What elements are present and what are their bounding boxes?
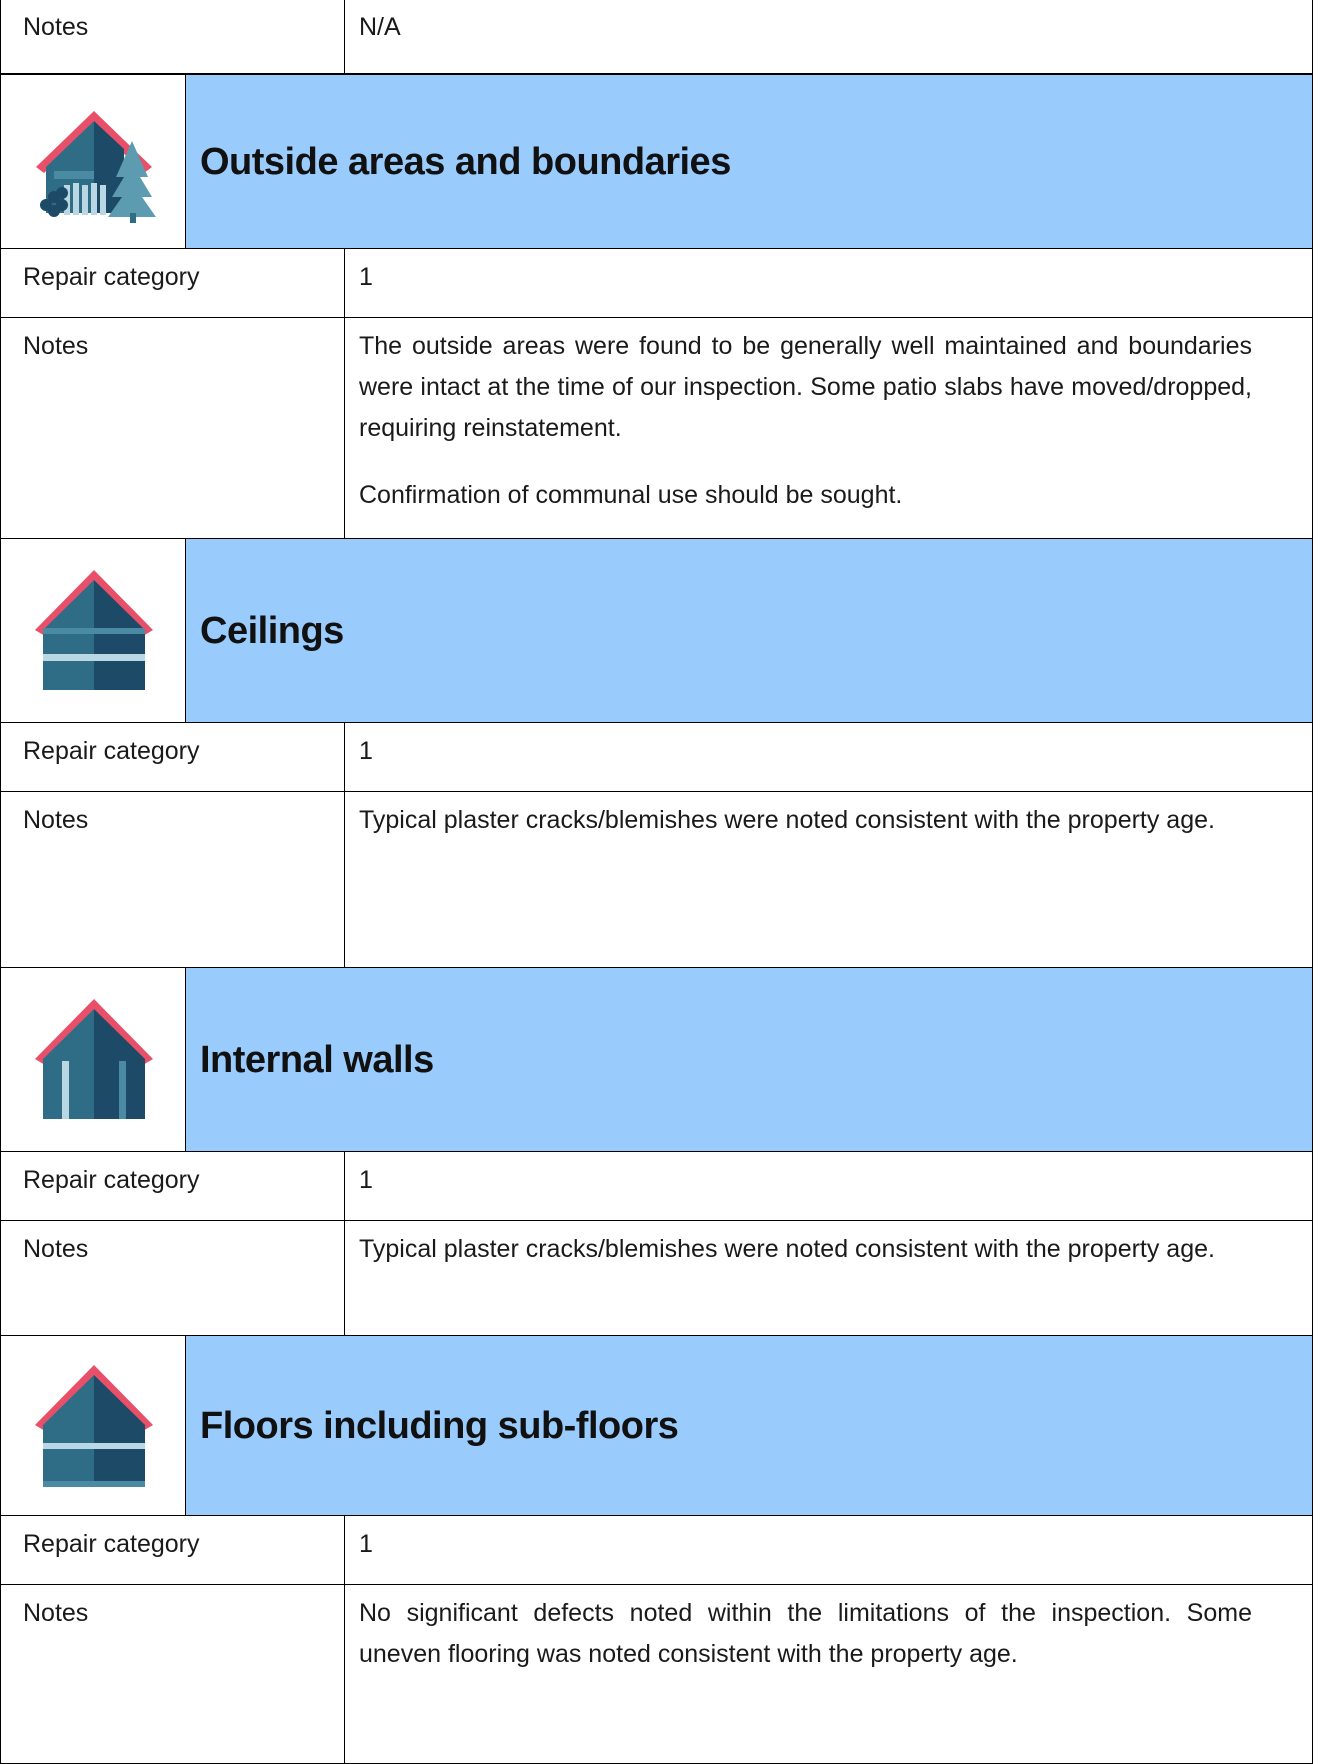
- repair-category-label: Repair category: [0, 248, 346, 319]
- repair-category-label: Repair category: [0, 1151, 346, 1222]
- notes-row-internal-walls: [0, 1220, 1321, 1337]
- section-icon-cell: [0, 74, 187, 250]
- repair-category-value: 1: [344, 1151, 1313, 1222]
- house-garden-icon: [24, 97, 164, 227]
- repair-category-value: 1: [344, 248, 1313, 319]
- notes-paragraph: Confirmation of communal use should be sought.: [359, 481, 903, 509]
- repair-row-ceilings: [0, 722, 1321, 793]
- notes-label: Notes: [0, 317, 346, 540]
- notes-paragraph: Typical plaster cracks/blemishes were noted consistent with the property age.: [359, 1235, 1215, 1263]
- notes-value: [344, 1220, 1313, 1337]
- repair-category-label: Repair category: [0, 722, 346, 793]
- notes-value: [344, 0, 1313, 74]
- repair-row-internal-walls: [0, 1151, 1321, 1222]
- repair-category-label: Repair category: [0, 1515, 346, 1586]
- notes-label: Notes: [0, 791, 346, 969]
- notes-paragraph: No significant defects noted within the limitations of the inspection. Some uneven flooring was noted consistent with the property age.: [359, 1599, 1252, 1668]
- repair-category-value: 1: [344, 1515, 1313, 1586]
- section-title-cell: [185, 538, 1313, 724]
- section-icon-cell: [0, 967, 187, 1153]
- notes-value: [344, 1584, 1313, 1764]
- notes-label: Notes: [0, 0, 346, 74]
- notes-row-floors: [0, 1584, 1321, 1764]
- notes-value: [344, 791, 1313, 969]
- notes-label: Notes: [0, 1584, 346, 1764]
- section-icon-cell: [0, 1335, 187, 1517]
- section-header-floors: [0, 1335, 1321, 1517]
- section-title-cell: [185, 1335, 1313, 1517]
- house-walls-icon: [29, 995, 159, 1125]
- section-title-cell: [185, 967, 1313, 1153]
- house-ceiling-icon: [29, 566, 159, 696]
- notes-label: Notes: [0, 1220, 346, 1337]
- section-title: Ceilings: [200, 609, 344, 652]
- notes-row-ceilings: [0, 791, 1321, 969]
- repair-row-outside: [0, 248, 1321, 319]
- section-icon-cell: [0, 538, 187, 724]
- section-header-ceilings: [0, 538, 1321, 724]
- section-title-cell: [185, 74, 1313, 250]
- house-floors-icon: [29, 1361, 159, 1491]
- notes-row-top: [0, 0, 1321, 74]
- section-header-outside: [0, 74, 1321, 250]
- repair-row-floors: [0, 1515, 1321, 1586]
- section-title: Outside areas and boundaries: [200, 140, 731, 183]
- notes-text: N/A: [359, 13, 401, 41]
- section-title: Floors including sub-floors: [200, 1404, 679, 1447]
- notes-value: [344, 317, 1313, 540]
- notes-paragraph: Typical plaster cracks/blemishes were noted consistent with the property age.: [359, 806, 1215, 834]
- repair-category-value: 1: [344, 722, 1313, 793]
- section-header-internal-walls: [0, 967, 1321, 1153]
- section-title: Internal walls: [200, 1038, 434, 1081]
- notes-paragraph: The outside areas were found to be generally well maintained and boundaries were intact at the time of our inspection. Some patio slabs have moved/dropped, requiring reinstatement.: [359, 332, 1252, 442]
- notes-row-outside: [0, 317, 1321, 540]
